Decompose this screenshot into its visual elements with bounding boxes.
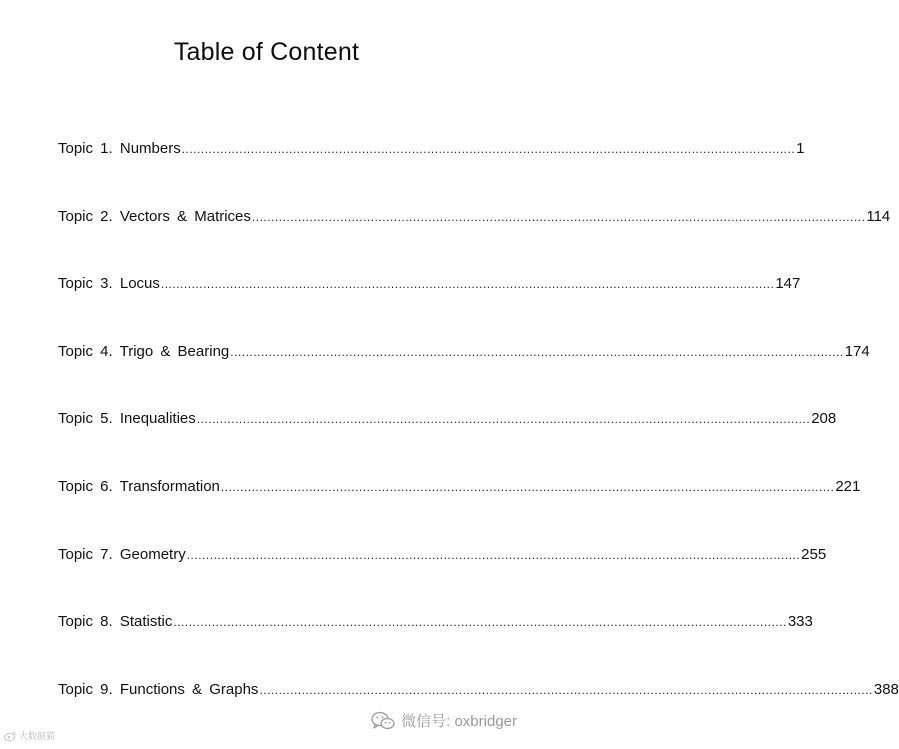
toc-entry-label: Topic 8. Statistic: [58, 613, 173, 631]
toc-entry-page: 114: [866, 207, 891, 225]
dot-leader: ................................................................................................................................................................: [186, 547, 801, 562]
toc-entry-page: 1: [796, 140, 805, 157]
toc-entry-page: 147: [775, 275, 801, 293]
dot-leader: ................................................................................................................................................................: [230, 344, 844, 359]
watermark-source: [4, 729, 55, 742]
dot-leader: ................................................................................................................................................................: [251, 209, 866, 224]
toc-entry: [58, 607, 813, 675]
toc-entry: [58, 472, 861, 540]
toc-entry-label: Topic 5. Inequalities: [58, 410, 196, 428]
toc-entry: [58, 202, 891, 270]
dot-leader: ................................................................................................................................................................: [196, 412, 811, 427]
toc-entry: [58, 540, 827, 608]
toc-entry: [58, 269, 801, 337]
toc-entry-label: Topic 6. Transformation: [58, 477, 220, 495]
toc-entry-page: 221: [835, 477, 861, 495]
toc-entry-page: 174: [844, 342, 870, 360]
toc-entry-page: 333: [787, 613, 813, 631]
wechat-icon: [371, 711, 395, 731]
toc-entry: [58, 134, 805, 202]
watermark-wechat: [371, 710, 517, 731]
toc-entry: [58, 675, 899, 743]
toc-entry: [58, 337, 870, 405]
toc-entry-page: 255: [801, 545, 827, 563]
watermark-left-text: 大数据猫: [19, 731, 56, 741]
weibo-icon: [4, 731, 16, 741]
toc-entry: [58, 404, 837, 472]
dot-leader: ................................................................................................................................................................: [220, 479, 835, 494]
table-of-contents: [58, 134, 899, 742]
toc-entry-label: Topic 2. Vectors & Matrices: [58, 207, 251, 225]
toc-entry-label: Topic 7. Geometry: [58, 545, 186, 563]
dot-leader: ................................................................................................................................................................: [173, 615, 787, 630]
page-title: Table of Content: [173, 38, 360, 66]
dot-leader: ................................................................................................................................................................: [259, 682, 873, 697]
toc-entry-label: Topic 9. Functions & Graphs: [58, 680, 259, 698]
toc-entry-label: Topic 4. Trigo & Bearing: [58, 342, 230, 360]
watermark-right-text: 微信号: oxbridger: [401, 713, 517, 730]
toc-entry-label: Topic 1. Numbers: [58, 140, 181, 157]
toc-entry-label: Topic 3. Locus: [58, 275, 160, 293]
dot-leader: ................................................................................................................................................................: [160, 277, 775, 292]
toc-entry-page: 388: [873, 680, 899, 698]
dot-leader: ................................................................................................................................................................: [181, 142, 796, 156]
toc-entry-page: 208: [811, 410, 837, 428]
